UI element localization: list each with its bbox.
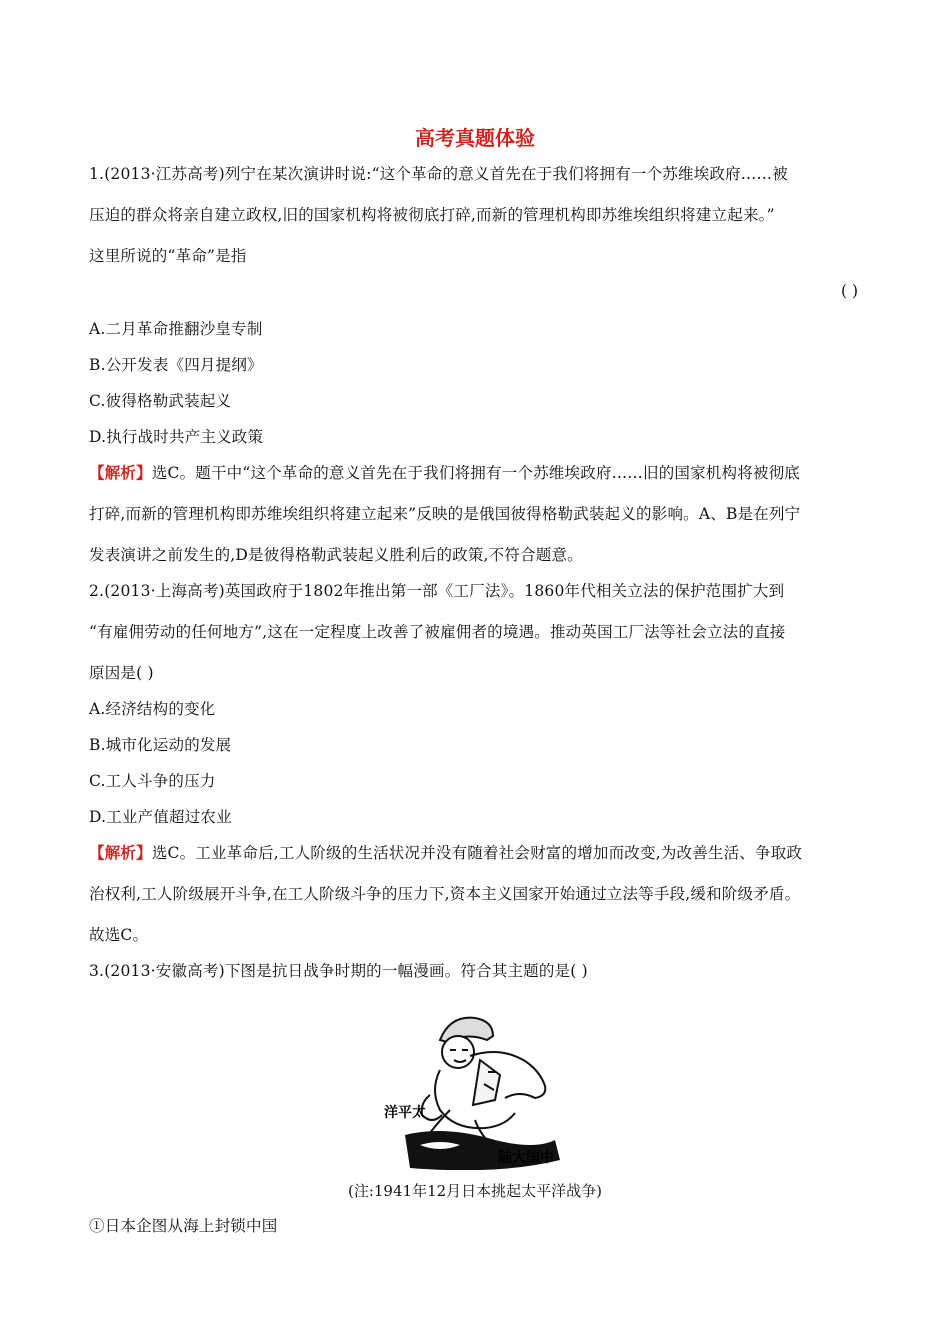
q1-option-a: A.二月革命推翻沙皇专制 <box>89 320 263 338</box>
q1-option-b: B.公开发表《四月提纲》 <box>89 356 263 374</box>
page-title: 高考真题体验 <box>415 126 535 150</box>
q1-stem-line3: 这里所说的“革命”是指 <box>89 247 247 265</box>
q2-analysis-line3: 故选C。 <box>89 926 149 944</box>
q1-stem-line1: 1.(2013·江苏高考)列宁在某次演讲时说:“这个革命的意义首先在于我们将拥有一个苏维埃政府……被 <box>89 165 788 183</box>
q2-stem-line2: “有雇佣劳动的任何地方”,这在一定程度上改善了被雇佣者的境遇。推动英国工厂法等社会立法的直接 <box>89 623 786 641</box>
cartoon-label-right: 陆大国中 <box>498 1150 554 1166</box>
analysis-tag: 【解析】 <box>89 463 152 482</box>
q3-option-1: ①日本企图从海上封锁中国 <box>89 1217 278 1235</box>
cartoon-caption: (注:1941年12月日本挑起太平洋战争) <box>347 1182 603 1200</box>
q2-option-d: D.工业产值超过农业 <box>89 808 232 826</box>
q2-stem-line3: 原因是( ) <box>89 664 154 682</box>
q2-option-a: A.经济结构的变化 <box>89 700 216 718</box>
q2-analysis-line2: 治权利,工人阶级展开斗争,在工人阶级斗争的压力下,资本主义国家开始通过立法等手段,缓和阶级矛盾。 <box>89 885 801 903</box>
q2-analysis-line1: 【解析】选C。工业革命后,工人阶级的生活状况并没有随着社会财富的增加而改变,为改善生活、争取政 <box>89 843 803 862</box>
q1-answer-paren: ( ) <box>840 282 858 300</box>
q1-analysis-line2: 打碎,而新的管理机构即苏维埃组织将建立起来”反映的是俄国彼得格勒武装起义的影响。A、B是在列宁 <box>89 505 801 523</box>
q2-option-b: B.城市化运动的发展 <box>89 736 232 754</box>
q3-stem: 3.(2013·安徽高考)下图是抗日战争时期的一幅漫画。符合其主题的是( ) <box>89 962 588 980</box>
cartoon-image <box>380 1000 580 1170</box>
q1-stem-line2: 压迫的群众将亲自建立政权,旧的国家机构将被彻底打碎,而新的管理机构即苏维埃组织将建立起来。” <box>89 206 775 224</box>
q2-option-c: C.工人斗争的压力 <box>89 772 216 790</box>
q2-stem-line1: 2.(2013·上海高考)英国政府于1802年推出第一部《工厂法》。1860年代相关立法的保护范围扩大到 <box>89 582 785 600</box>
q1-analysis-line3: 发表演讲之前发生的,D是彼得格勒武装起义胜利后的政策,不符合题意。 <box>89 546 583 564</box>
q1-option-c: C.彼得格勒武装起义 <box>89 392 232 410</box>
cartoon-label-left: 洋平太 <box>384 1105 426 1121</box>
analysis-tag: 【解析】 <box>89 843 152 862</box>
q1-option-d: D.执行战时共产主义政策 <box>89 428 264 446</box>
q1-analysis-line1: 【解析】选C。题干中“这个革命的意义首先在于我们将拥有一个苏维埃政府……旧的国家机构将被彻底 <box>89 463 800 482</box>
